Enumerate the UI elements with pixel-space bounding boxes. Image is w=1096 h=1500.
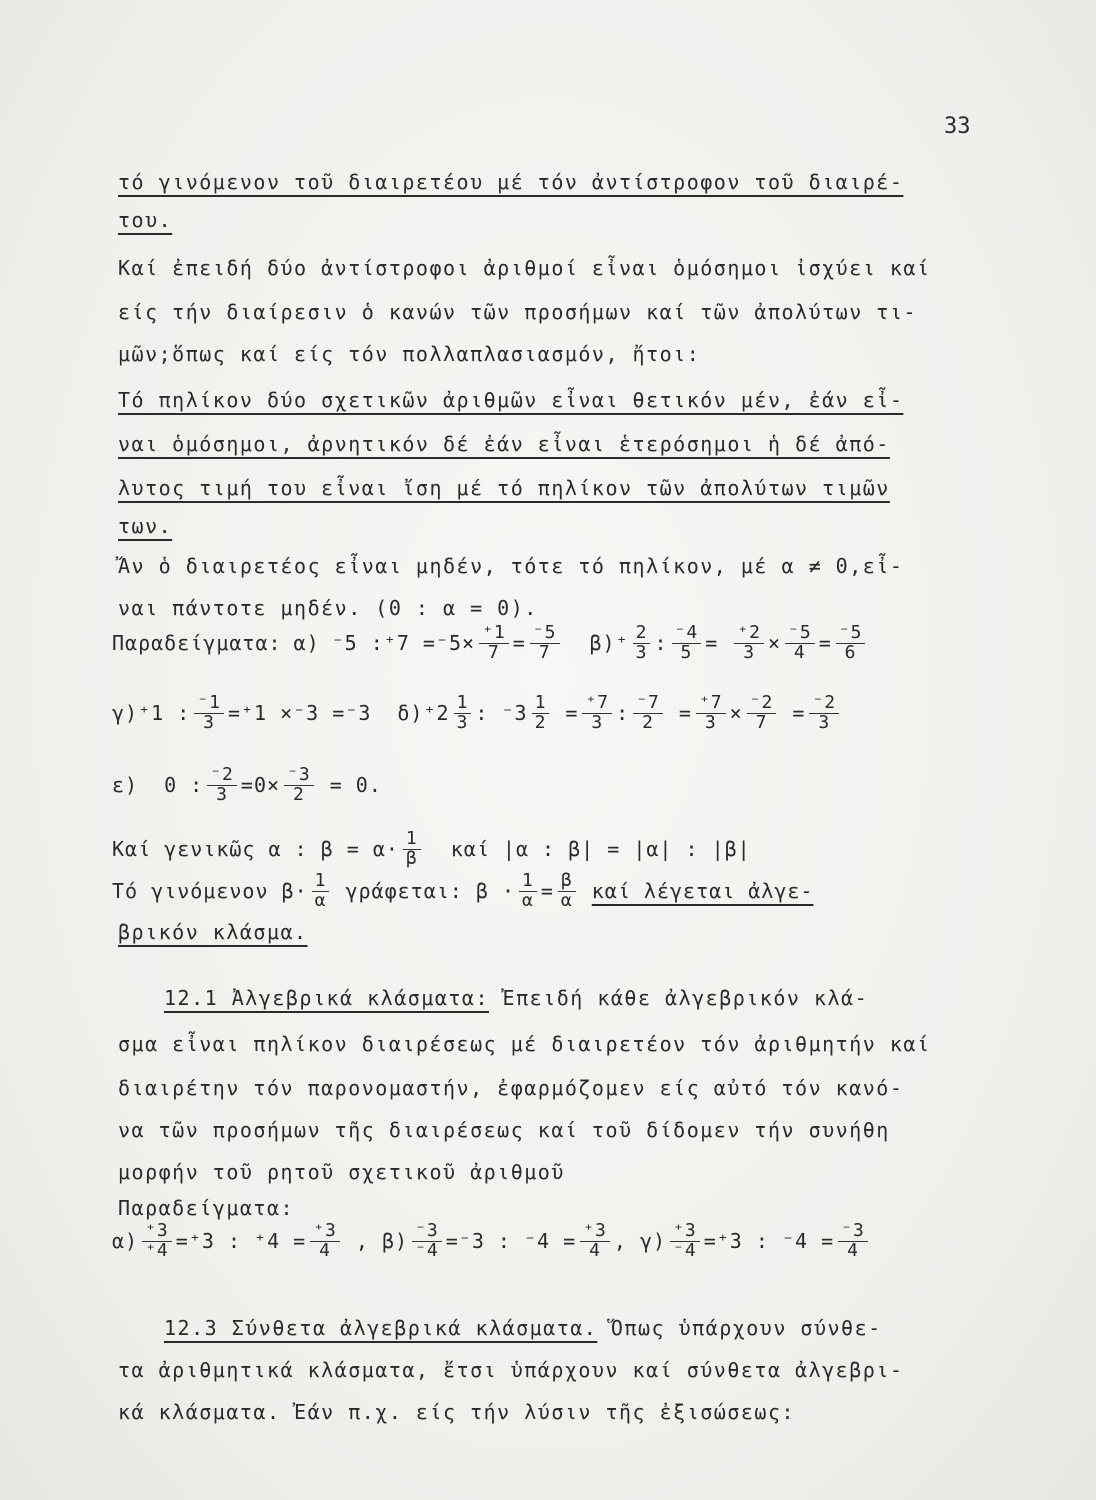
tag-c: , γ) [613,1229,667,1254]
fraction [412,1222,442,1261]
tag-a: α) [293,631,320,656]
equals: = [565,701,579,726]
denominator: 3 [818,711,831,733]
numerator: ⁺1 [479,624,509,644]
denominator: 3 [456,711,469,733]
denominator: 4 [847,1239,859,1261]
numerator: 2 [633,624,651,644]
rule-line: των. [118,514,173,538]
section-heading: 12.3 Σύνθετα ἀλγεβρικά κλάσματα. [164,1316,598,1340]
numerator: ⁻2 [809,694,839,714]
numerator: β [558,872,576,892]
equals: = [705,631,719,656]
fraction [519,872,537,911]
text-line: Καί ἐπειδή δύο ἀντίστροφοι ἀριθμοί εἶναι ὁμόσημοι ἰσχύει καί [118,256,931,280]
denominator: 3 [704,711,717,733]
rule-line: ναι ὁμόσημοι, ἀρνητικόν δέ ἐάν εἶναι ἑτερόσημοι ἡ δέ ἀπό- [118,432,890,456]
fraction [838,1222,868,1261]
general-rest: καί |α : β| = |α| : |β| [450,837,751,862]
numerator: ⁻4 [672,624,702,644]
denominator: ⁻4 [415,1239,439,1261]
text-line: είς τήν διαίρεσιν ὁ κανών τῶν προσήμων καί τῶν ἀπολύτων τι- [118,300,917,324]
numerator: ⁺3 [142,1222,172,1242]
expr-a: ⁻5 :⁺7 =⁻5× [331,631,476,656]
denominator: 2 [292,783,305,805]
text-line: κά κλάσματα. Ἐάν π.χ. είς τήν λύσιν τῆς ἐξισώσεως: [118,1400,796,1424]
denominator: 4 [319,1239,331,1261]
fraction [310,1222,340,1261]
fraction [530,624,560,663]
fraction [312,872,330,911]
fraction [696,694,726,733]
fraction [734,624,764,663]
times: × [729,701,743,726]
tag-b: , β) [355,1229,409,1254]
tag-a: α) [112,1229,139,1254]
text-line: Ὅπως ὑπάρχουν σύνθε- [610,1316,882,1340]
product-mid: γράφεται: β · [345,879,516,904]
numerator: ⁻5 [836,624,866,644]
tag-e: ε) [112,773,139,798]
equals: = [678,701,692,726]
fraction [142,1222,172,1261]
text-line: ναι πάντοτε μηδέν. (0 : α = 0). [118,596,538,620]
text-line: τα ἀριθμητικά κλάσματα, ἔτσι ὑπάρχουν καί σύνθετα ἀλγεβρι- [118,1358,904,1382]
numerator: 1 [519,872,537,892]
numerator: 1 [403,830,421,850]
expr-e-mid: =0× [240,773,281,798]
fraction [532,694,550,733]
numerator: 1 [312,872,330,892]
fraction [580,1222,610,1261]
general-rule [112,830,751,869]
fraction [284,766,314,805]
section-12-3-first-line [118,1316,882,1340]
example-row-a-b [112,624,869,663]
text-line: να τῶν προσήμων τῆς διαιρέσεως καί τοῦ δίδομεν τήν συνήθη [118,1118,890,1142]
denominator: 5 [680,641,693,663]
product-rest: καί λέγεται ἀλγε- [591,879,814,904]
denominator: 7 [755,711,768,733]
fraction [582,694,612,733]
expr-e-rest: = 0. [329,773,382,798]
numerator: ⁻3 [838,1222,868,1242]
equals: = [540,879,554,904]
denominator: 7 [538,641,551,663]
product-text: Τό γινόμενον β· [112,879,308,904]
numerator: ⁺3 [670,1222,700,1242]
denominator: ⁺4 [145,1239,169,1261]
expr-c: =⁺1 ×⁻3 =⁻3 [227,701,372,726]
denominator: 2 [642,711,654,733]
rule-line: Τό πηλίκον δύο σχετικῶν ἀριθμῶν εἶναι θετικόν μέν, ἐάν εἶ- [118,388,904,412]
equals: = [512,631,526,656]
text-line: σμα εἶναι πηλίκον διαιρέσεως μέ διαιρετέον τόν ἀριθμητήν καί [118,1032,931,1056]
section-12-1-first-line [118,986,868,1010]
tag-b: β)⁺ [589,631,629,656]
denominator: 6 [844,641,857,663]
denominator: 2 [534,711,547,733]
text-line: μορφήν τοῦ ρητοῦ σχετικοῦ ἀριθμοῦ [118,1160,565,1184]
denominator: 4 [589,1239,601,1261]
numerator: ⁻5 [530,624,560,644]
numerator: ⁺7 [696,694,726,714]
numerator: ⁻3 [284,766,314,786]
denominator: 3 [216,783,228,805]
numerator: ⁺7 [582,694,612,714]
fraction [670,1222,700,1261]
expr-e: 0 : [164,773,204,798]
fraction [633,694,663,733]
denominator: α [314,889,327,911]
text-line: Ἄν ὁ διαιρετέος εἶναι μηδέν, τότε τό πηλίκον, μέ α ≠ 0,εἶ- [118,554,904,578]
denominator: 7 [488,641,500,663]
times: × [767,631,781,656]
denominator: ⁻4 [673,1239,697,1261]
denominator: 3 [203,711,216,733]
fraction [809,694,839,733]
fraction [747,694,777,733]
numerator: ⁺3 [580,1222,610,1242]
general-text: Καί γενικῶς α : β = α· [112,837,399,862]
numerator: 1 [532,694,550,714]
fraction [454,694,472,733]
fraction [207,766,237,805]
product-line [112,872,813,911]
product-line-2: βρικόν κλάσμα. [118,920,308,944]
numerator: ⁻2 [207,766,237,786]
denominator: 4 [793,641,806,663]
fraction [785,624,815,663]
denominator: β [405,847,418,869]
text-line: τό γινόμενον τοῦ διαιρετέου μέ τόν ἀντίστροφον τοῦ διαιρέ- [118,170,904,194]
fraction [633,624,651,663]
fraction [558,872,576,911]
text-line: μῶν;ὅπως καί είς τόν πολλαπλασιασμόν, ἤτοι: [118,342,701,366]
text-line: του. [118,208,173,232]
fraction [403,830,421,869]
denominator: 3 [743,641,756,663]
equals: = [818,631,832,656]
example-row-2 [112,1222,872,1261]
expr-d: : ⁻3 [475,701,528,726]
tag-c: γ)⁺1 : [112,701,191,726]
divide: : [654,631,668,656]
examples-label: Παραδείγματα: [112,631,282,656]
denominator: α [522,889,534,911]
page-number: 33 [944,114,971,139]
numerator: ⁻5 [785,624,815,644]
denominator: 3 [591,711,604,733]
numerator: ⁻3 [412,1222,442,1242]
equals: = [792,701,806,726]
expr-a: =⁺3 : ⁺4 = [175,1229,307,1254]
fraction [836,624,866,663]
example-row-c-d [112,694,843,733]
examples-label-2: Παραδείγματα: [118,1196,295,1220]
example-row-e [112,766,382,805]
expr-b: =⁻3 : ⁻4 = [445,1229,577,1254]
section-heading: 12.1 Ἀλγεβρικά κλάσματα: [164,986,489,1010]
numerator: ⁻1 [194,694,224,714]
numerator: ⁺2 [734,624,764,644]
denominator: 3 [635,641,648,663]
divide: : [616,701,630,726]
fraction [194,694,224,733]
text-line: διαιρέτην τόν παρονομαστήν, ἐφαρμόζομεν είς αὐτό τόν κανό- [118,1076,904,1100]
numerator: ⁻2 [747,694,777,714]
numerator: ⁻7 [633,694,663,714]
tag-d: δ)⁺2 [397,701,450,726]
expr-c: =⁺3 : ⁻4 = [703,1229,835,1254]
text-line: Ἐπειδή κάθε ἀλγεβρικόν κλά- [502,986,869,1010]
fraction [479,624,509,663]
denominator: α [560,889,573,911]
numerator: 1 [454,694,472,714]
numerator: ⁺3 [310,1222,340,1242]
rule-line: λυτος τιμή του εἶναι ἴση μέ τό πηλίκον τῶν ἀπολύτων τιμῶν [118,476,890,500]
fraction [672,624,702,663]
